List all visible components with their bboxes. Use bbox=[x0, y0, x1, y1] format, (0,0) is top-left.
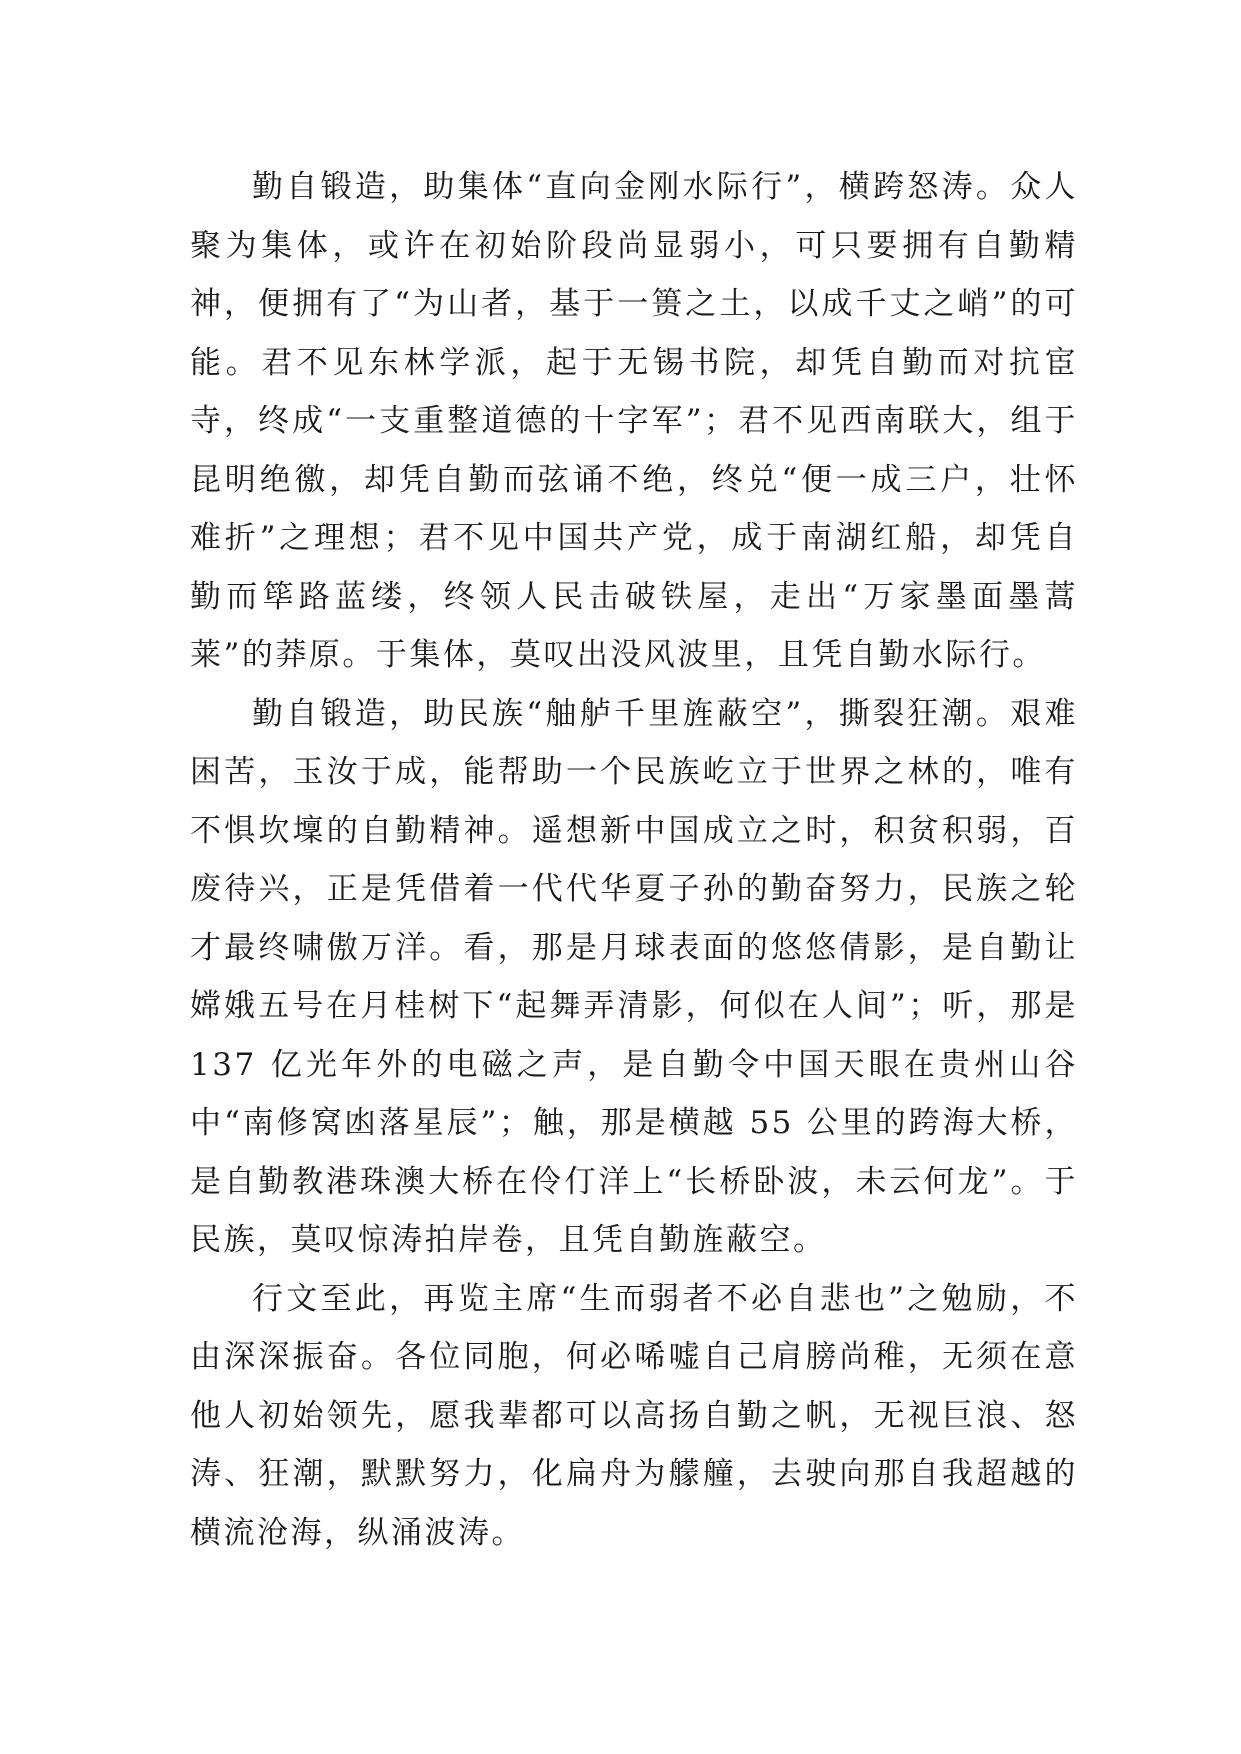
paragraph-collective: 勤自锻造，助集体“直向金刚水际行”，横跨怒涛。众人聚为集体，或许在初始阶段尚显弱小，可只要拥有自勤精神，便拥有了“为山者，基于一篑之土，以成千丈之峭”的可能。君不见东林学派，起于无锡书院，却凭自勤而对抗宦寺，终成“一支重整道德的十字军”；君不见西南联大，组于昆明绝徼，却凭自勤而弦诵不绝，终兑“便一成三户，壮怀难折”之理想；君不见中国共产党，成于南湖红船，却凭自勤而筚路蓝缕，终领人民击破铁屋，走出“万家墨面墨蒿莱”的莽原。于集体，莫叹出没风波里，且凭自勤水际行。 bbox=[190, 169, 1078, 673]
paragraph-conclusion: 行文至此，再览主席“生而弱者不必自悲也”之勉励，不由深深振奋。各位同胞，何必唏嘘自己肩膀尚稚，无须在意他人初始领先，愿我辈都可以高扬自勤之帆，无视巨浪、怒涛、狂潮，默默努力，化扁舟为艨艟，去驶向那自我超越的横流沧海，纵涌波涛。 bbox=[190, 1280, 1078, 1551]
paragraph-nation: 勤自锻造，助民族“舳舻千里旌蔽空”，撕裂狂潮。艰难困苦，玉汝于成，能帮助一个民族屹立于世界之林的，唯有不惧坎壈的自勤精神。遥想新中国成立之时，积贫积弱，百废待兴，正是凭借着一代代华夏子孙的勤奋努力，民族之轮才最终啸傲万洋。看，那是月球表面的悠悠倩影，是自勤让嫦娥五号在月桂树下“起舞弄清影，何似在人间”；听，那是 137 亿光年外的电磁之声，是自勤令中国天眼在贵州山谷中“南修窝凼落星辰”；触，那是横越 55 公里的跨海大桥，是自勤教港珠澳大桥在伶仃洋上“长桥卧波，未云何龙”。于民族，莫叹惊涛拍岸卷，且凭自勤旌蔽空。 bbox=[190, 695, 1078, 1258]
document-body bbox=[190, 158, 1078, 1562]
